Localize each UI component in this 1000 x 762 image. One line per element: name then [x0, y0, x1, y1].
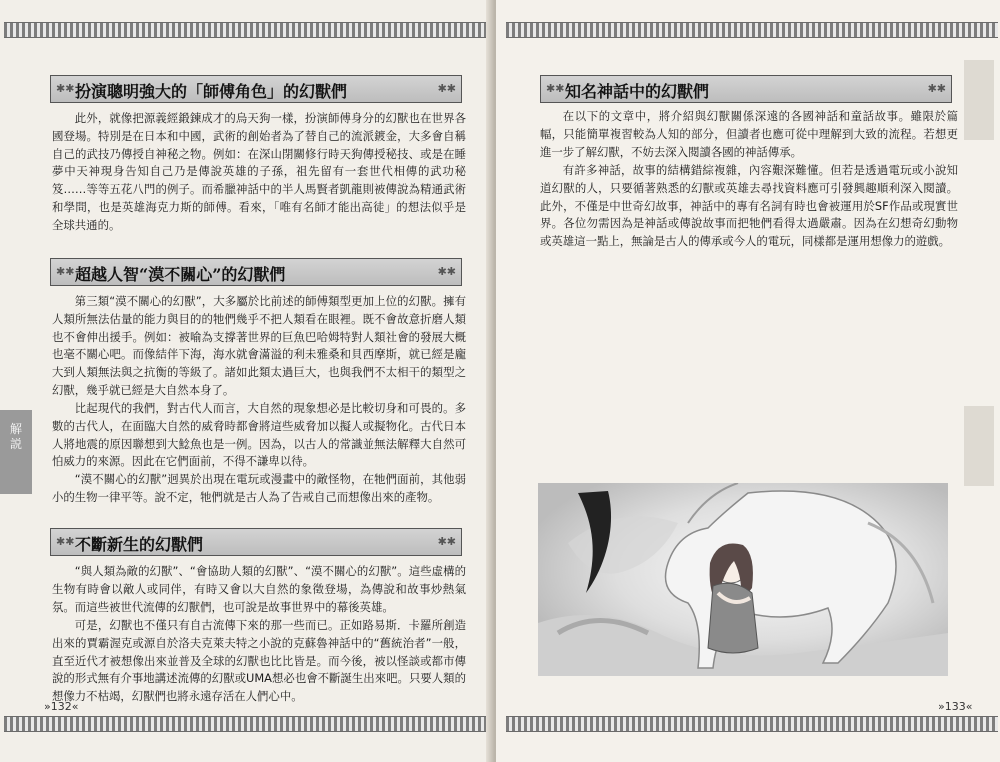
paragraph: “漠不關心的幻獸”迥異於出現在電玩或漫畫中的敵怪物，在牠們面前，其他弱小的生物一律平等。說不定，牠們就是古人為了告戒自己而想像出來的產物。 — [52, 472, 466, 504]
section-heading-indifferent — [50, 258, 462, 286]
side-tab-blank — [964, 406, 994, 486]
heading-text: 不斷新生的幻獸們 — [75, 535, 204, 554]
bottom-decorative-band — [4, 716, 488, 732]
section-heading-mentor — [50, 75, 462, 103]
side-tab-blank — [964, 60, 994, 140]
bottom-decorative-band — [506, 716, 998, 732]
stars-icon: ✱✱ — [546, 82, 565, 95]
stars-icon: ✱✱ — [56, 535, 75, 548]
stars-icon: ✱✱ — [56, 265, 75, 278]
top-decorative-band — [4, 22, 488, 38]
paragraph: 有許多神話，故事的結構錯綜複雜，內容艱深難懂。但若是透過電玩或小說知道幻獸的人，只要循著熟悉的幻獸或英雄去尋找資料應可引發興趣順利深入閱讀。此外，不僅是中世奇幻故事，神話中的專有名詞有時也會被運用於SF作品或現實世界。各位勿需因為是神話或傳說故事而把牠們看得太過嚴肅。因為在幻想奇幻動物或英雄這一點上，無論是古人的傳承或今人的電玩，同樣都是運用想像力的遊戲。 — [540, 163, 958, 249]
stars-icon: ✱✱ — [437, 82, 456, 95]
illustration-svg — [538, 483, 948, 676]
paragraph: “與人類為敵的幻獸”、“會協助人類的幻獸”、“漠不關心的幻獸”。這些虛構的生物有時會以敵人或同伴，有時又會以大自然的象徵登場，為傳說和故事炒熱氣氛。而這些被世代流傳的幻獸們，也可說是故事世界中的幕後英雄。 — [52, 564, 466, 614]
stars-icon: ✱✱ — [437, 535, 456, 548]
heading-text: 知名神話中的幻獸們 — [565, 82, 710, 101]
unicorn-girl-illustration — [538, 483, 948, 676]
page-number: »133« — [938, 700, 973, 713]
stars-icon: ✱✱ — [927, 82, 946, 95]
paragraph: 比起現代的我們，對古代人而言，大自然的現象想必是比較切身和可畏的。多數的古代人，在面臨大自然的威脅時都會將這些威脅加以擬人或擬物化。古代日本人將地震的原因聯想到大鯰魚也是一例。因為，以古人的常識並無法解釋大自然可怕威力的來源。因此在它們面前，不得不謙卑以待。 — [52, 401, 466, 469]
top-decorative-band — [506, 22, 998, 38]
paragraph: 在以下的文章中，將介紹與幻獸關係深遠的各國神話和童話故事。雖限於篇幅，只能簡單複習較為人知的部分，但讀者也應可從中理解到大致的流程。若想更進一步了解幻獸，不妨去深入閱讀各國的神話傳承。 — [540, 109, 958, 159]
right-page — [496, 0, 1000, 762]
side-tab — [0, 410, 32, 494]
left-page — [0, 0, 492, 762]
section-heading-new-beasts — [50, 528, 462, 556]
paragraph: 第三類“漠不關心的幻獸”，大多屬於比前述的師傅類型更加上位的幻獸。擁有人類所無法估量的能力與目的的牠們幾乎不把人類看在眼裡。既不會故意折磨人類也不會伸出援手。例如：被喻為支撐著世界的巨魚巴哈姆特對人類社會的發展大概也毫不關心吧。而像結伴下海，海水就會滿溢的利未雅桑和貝西摩斯，就已經是龐大到人類無法與之抗衡的等級了。諸如此類太過巨大，也與我們不太相干的類型之幻獸，幾乎就已經是大自然本身了。 — [52, 294, 466, 397]
stars-icon: ✱✱ — [56, 82, 75, 95]
side-tab-label: 解説 — [9, 422, 22, 451]
paragraph: 可是，幻獸也不僅只有自古流傳下來的那一些而已。正如路易斯．卡羅所創造出來的賈霸渥克或源自於洛夫克萊夫特之小說的克蘇魯神話中的“舊統治者”一般，直至近代才被想像出來並普及全球的幻獸也比比皆是。而今後，被以怪談或都市傳說的形式無有介事地講述流傳的幻獸或UMA想必也會不斷誕生出來吧。只要人類的想像力不枯竭，幻獸們也將永遠存活在人們心中。 — [52, 618, 466, 704]
paragraph: 此外，就像把源義經鍛鍊成才的烏天狗一樣，扮演師傅身分的幻獸也在世界各國登場。特別是在日本和中國，武術的創始者為了替自己的流派鍍金，大多會自稱自己的武技乃傳授自神秘之物。例如：在深山閉關修行時天狗傳授秘技、或是在睡夢中天神現身告知自己乃是傳說英雄的子孫，祖先留有一套世代相傳的武功秘笈……等等五花八門的例子。而希臘神話中的半人馬賢者凱龍則被傳說為精通武術和學問，也是英雄海克力斯的師傅。看來，「唯有名師才能出高徒」的想法似乎是全球共通的。 — [52, 111, 466, 232]
heading-text: 超越人智“漠不關心”的幻獸們 — [75, 265, 286, 284]
stars-icon: ✱✱ — [437, 265, 456, 278]
section-heading-myth-beasts — [540, 75, 952, 103]
page-number: »132« — [44, 700, 79, 713]
heading-text: 扮演聰明強大的「師傅角色」的幻獸們 — [75, 82, 348, 101]
